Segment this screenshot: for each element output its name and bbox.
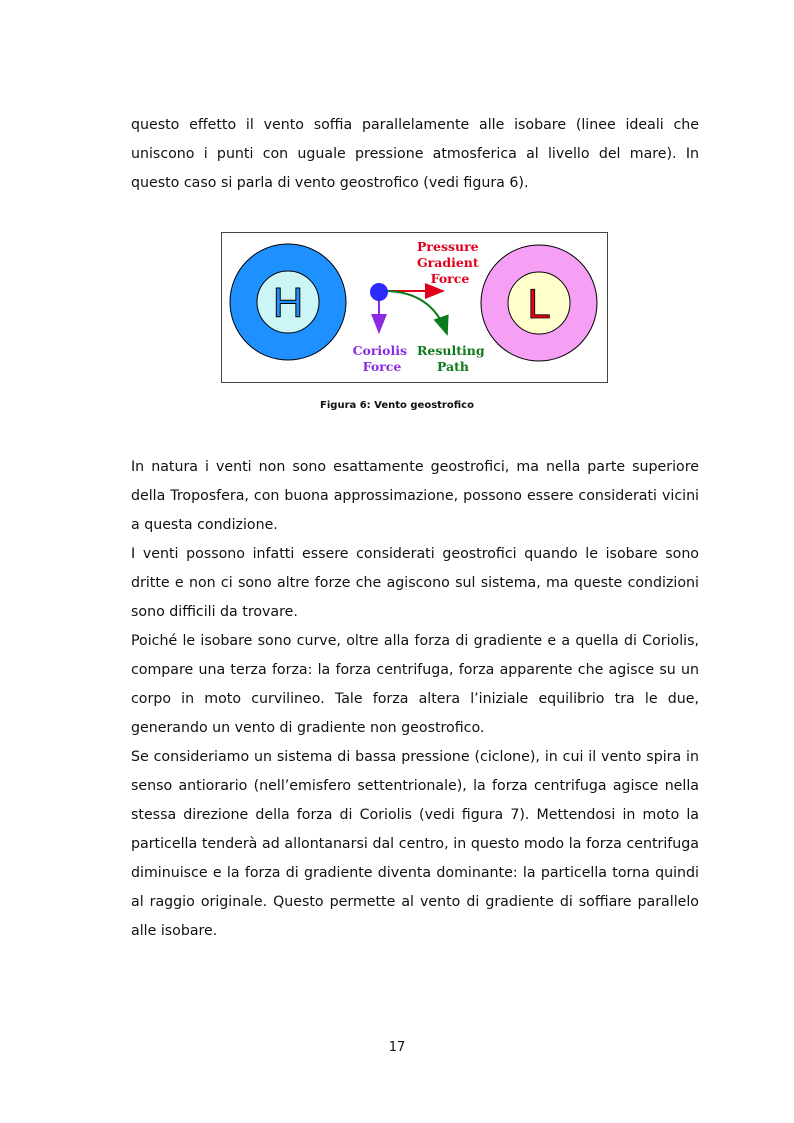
resulting-path-arrow (384, 291, 447, 334)
pressure-label-line1: Pressure (417, 239, 479, 254)
coriolis-label-line2: Force (362, 359, 402, 374)
high-pressure-letter: H (272, 279, 304, 326)
pressure-label-line3: Force (430, 271, 470, 286)
coriolis-label-line1: Coriolis (352, 343, 408, 358)
resulting-label-line1: Resulting (417, 343, 485, 358)
paragraph-centrifugal-force: Poiché le isobare sono curve, oltre alla forza di gradiente e a quella di Coriolis, compare una terza forza: la forza centrifuga, forza apparente che agisce su un corpo in moto curvilineo. Tale forza altera l’iniziale equilibrio tra le due, generando un vento di gradiente non geostrofico. (131, 633, 699, 736)
geostrophic-diagram (222, 233, 607, 382)
pressure-label-line2: Gradient (416, 255, 479, 270)
low-pressure-letter: L (527, 280, 551, 327)
air-particle (370, 283, 388, 301)
paragraph-intro: questo effetto il vento soffia parallelamente alle isobare (linee ideali che uniscono i punti con uguale pressione atmosferica al livello del mare). In questo caso si parla di vento geostrofico (vedi figura 6). (131, 117, 699, 191)
resulting-label-line2: Path (436, 359, 470, 374)
svg-text:Resulting Path (417, 343, 489, 374)
paragraph-natural-winds: In natura i venti non sono esattamente geostrofici, ma nella parte superiore della Troposfera, con buona approssimazione, possono essere considerati vicini a questa condizione. (131, 459, 699, 533)
svg-text:Pressure Gradient (417, 239, 483, 286)
svg-text:Coriolis Force (353, 343, 412, 374)
body-text (131, 453, 699, 946)
paragraph-geostrophic-conditions: I venti possono infatti essere considerati geostrofici quando le isobare sono dritte e non ci sono altre forze che agiscono sul sistema, ma queste condizioni sono difficili da trovare. (131, 546, 699, 620)
paragraph-cyclone: Se consideriamo un sistema di bassa pressione (ciclone), in cui il vento spira in senso antiorario (nell’emisfero settentrionale), la forza centrifuga agisce nella stessa direzione della forza di Coriolis (vedi figura 7). Mettendosi in moto la particella tenderà ad allontanarsi dal centro, in questo modo la forza centrifuga diminuisce e la forza di gradiente diventa dominante: la particella torna quindi al raggio originale. Questo permette al vento di gradiente di soffiare parallelo alle isobare. (131, 749, 699, 939)
page-number: 17 (388, 1040, 406, 1055)
figure-caption: Figura 6: Vento geostrofico (320, 400, 474, 411)
figure-geostrophic-wind (221, 232, 608, 383)
